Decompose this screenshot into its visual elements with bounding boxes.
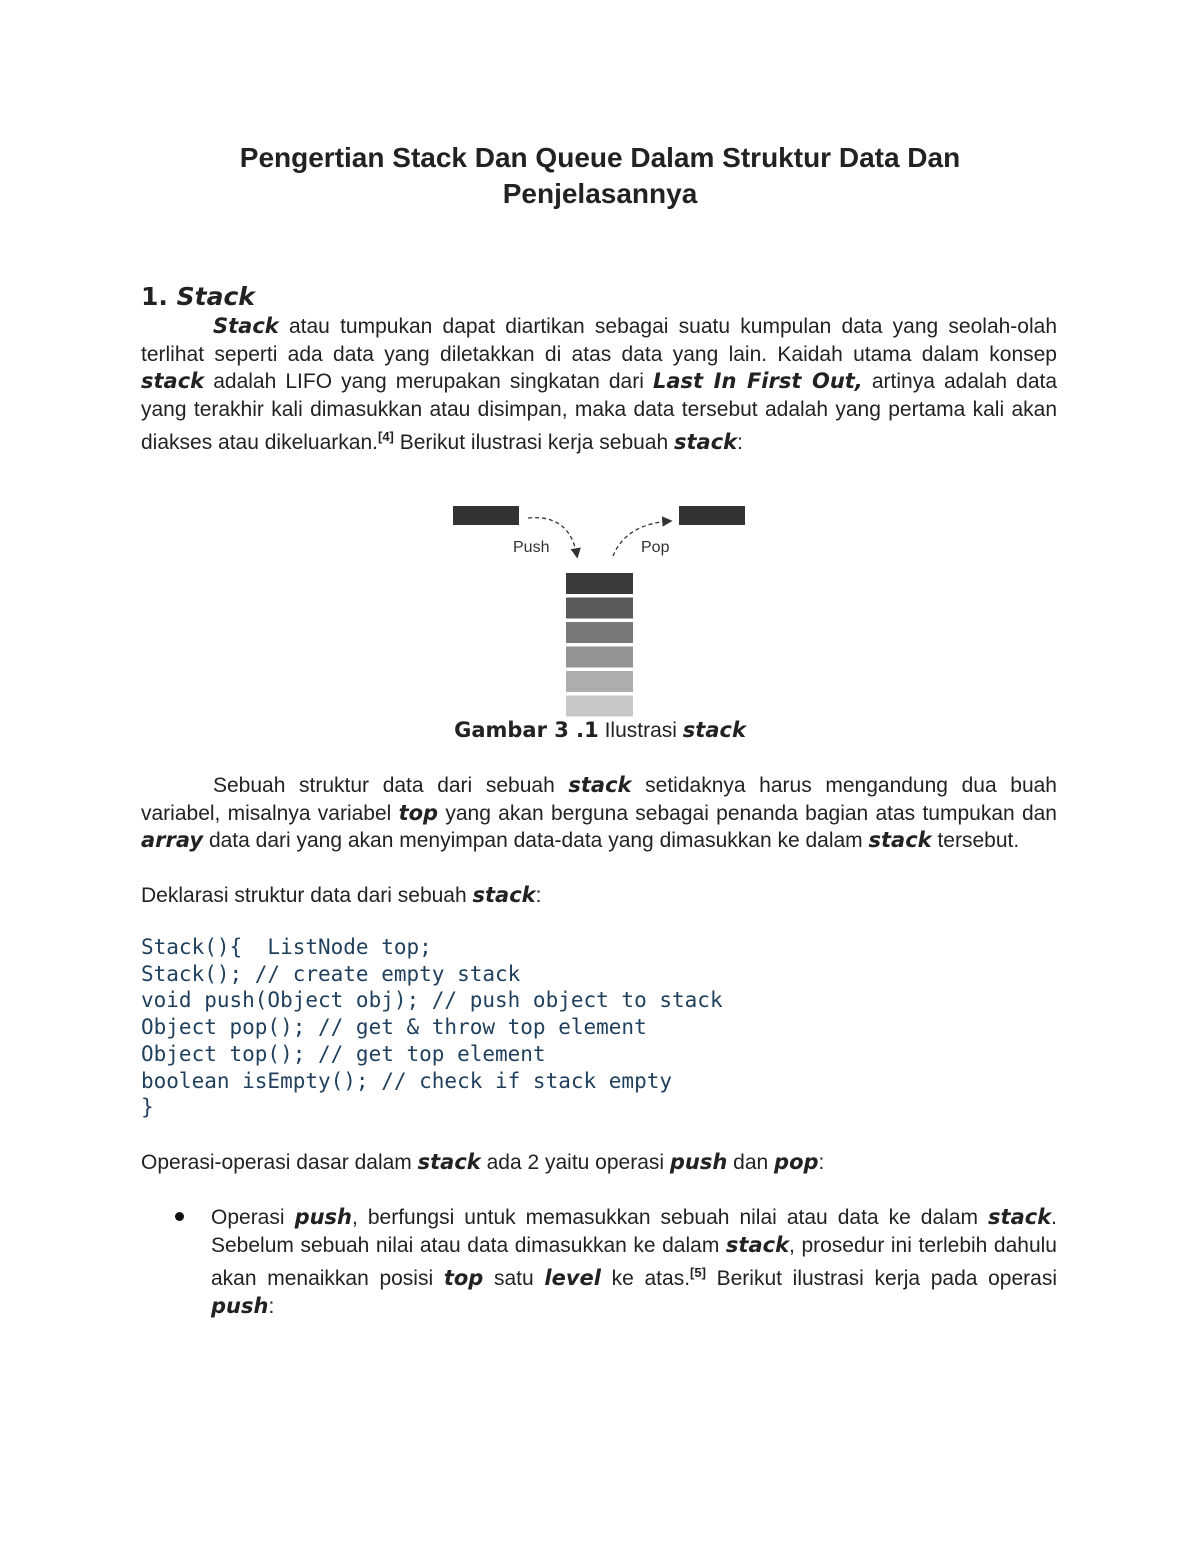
pop-label: Pop bbox=[641, 539, 670, 556]
section-heading bbox=[141, 280, 255, 314]
code-line: void push(Object obj); // push object to stack bbox=[141, 988, 723, 1013]
term-lifo: Last In First Out, bbox=[652, 369, 863, 393]
stack-block bbox=[566, 696, 633, 717]
paragraph-operations: Operasi-operasi dasar dalam stack ada 2 yaitu operasi push dan pop: bbox=[141, 1150, 825, 1174]
stack-block bbox=[566, 671, 633, 692]
term-stack: stack bbox=[141, 369, 205, 393]
stack-block bbox=[566, 598, 633, 619]
paragraph-declaration: Deklarasi struktur data dari sebuah stack: bbox=[141, 883, 542, 907]
term-stack: stack bbox=[674, 430, 738, 454]
code-line: } bbox=[141, 1095, 154, 1120]
stack-illustration bbox=[450, 500, 750, 720]
term-stack: Stack bbox=[213, 314, 279, 338]
code-line: Stack(){ ListNode top; bbox=[141, 935, 432, 959]
list-item-push: Operasi push, berfungsi untuk memasukkan sebuah nilai atau data ke dalam stack. Sebelum sebuah nilai atau data dimasukkan ke dalam stack, prosedur ini terlebih dahulu akan menaikkan posisi top satu level ke atas.[5] Berikut ilustrasi kerja pada operasi push: bbox=[211, 1205, 1057, 1318]
push-label: Push bbox=[513, 539, 550, 556]
code-block bbox=[141, 934, 723, 1121]
stack-block bbox=[566, 647, 633, 668]
paragraph-stack-variables: Sebuah struktur data dari sebuah stack setidaknya harus mengandung dua buah variabel, misalnya variabel top yang akan berguna sebagai penanda bagian atas tumpukan dan array data dari yang akan menyimpan data-data yang dimasukkan ke dalam stack tersebut. bbox=[141, 773, 1057, 852]
stack-block bbox=[566, 573, 633, 594]
paragraph-stack-definition: Stack atau tumpukan dapat diartikan sebagai suatu kumpulan data yang seolah-olah terlihat seperti ada data yang diletakkan di atas data yang lain. Kaidah utama dalam konsep stack adalah LIFO yang merupakan singkatan dari Last In First Out, artinya adalah data yang terakhir kali dimasukkan atau disimpan, maka data tersebut adalah yang pertama kali akan diakses atau dikeluarkan.[4] Berikut ilustrasi kerja sebuah stack: bbox=[141, 314, 1058, 454]
reference-4: [4] bbox=[377, 429, 394, 444]
stack-block bbox=[566, 622, 633, 643]
section-number: 1. bbox=[141, 282, 168, 311]
stack-blocks bbox=[566, 573, 633, 717]
push-block bbox=[453, 506, 519, 525]
code-line: Object pop(); // get & throw top element bbox=[141, 1015, 647, 1040]
code-line: boolean isEmpty(); // check if stack empty bbox=[141, 1068, 673, 1093]
reference-5: [5] bbox=[690, 1265, 706, 1280]
code-line: Object top(); // get top element bbox=[141, 1041, 546, 1066]
code-line: Stack(); // create empty stack bbox=[141, 961, 521, 986]
pop-block bbox=[679, 506, 745, 525]
figure-caption: Gambar 3 .1 Ilustrasi stack bbox=[454, 718, 746, 742]
bullet-icon bbox=[175, 1212, 184, 1221]
section-name: Stack bbox=[176, 282, 255, 311]
page-title: Pengertian Stack Dan Queue Dalam Struktur Data Dan Penjelasannya bbox=[239, 142, 961, 209]
